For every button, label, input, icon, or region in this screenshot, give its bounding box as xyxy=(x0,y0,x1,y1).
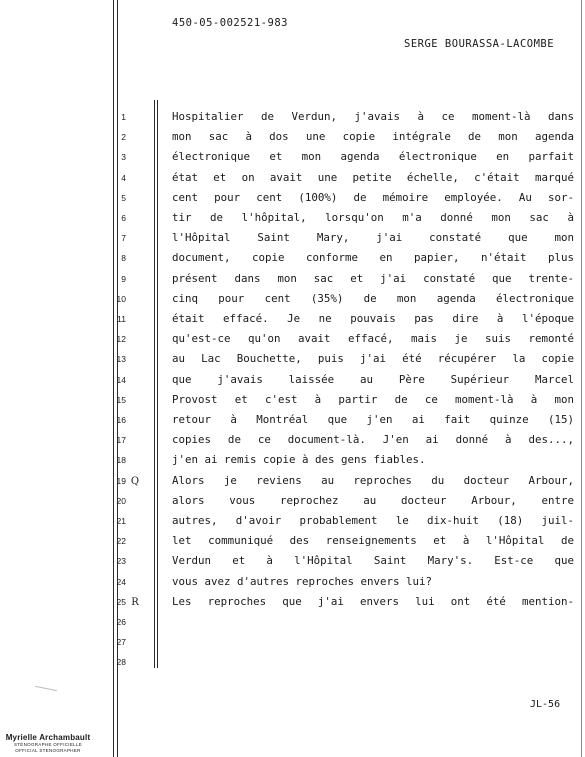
transcript-line: présent dans mon sac et j'ai constaté que trente- xyxy=(172,271,574,285)
transcript-line: vous avez d'autres reproches envers lui? xyxy=(172,574,433,588)
stenographer-name: Myrielle Archambault xyxy=(5,733,91,742)
transcript-line: mon sac à dos une copie intégrale de mon agenda xyxy=(172,130,574,144)
line-number: 8 xyxy=(121,253,126,264)
transcript-line: au Lac Bouchette, puis j'ai été récupérer la copie xyxy=(172,352,574,366)
transcript-line: copies de ce document-là. J'en ai donné à des..., xyxy=(172,433,574,447)
line-number: 2 xyxy=(121,132,126,143)
text-margin-rule-inner xyxy=(157,100,158,668)
line-number: 17 xyxy=(116,435,126,446)
transcript-line: retour à Montréal que j'en ai fait quinze (15) xyxy=(172,413,574,426)
transcript-line: l'Hôpital Saint Mary, j'ai constaté que mon xyxy=(172,231,574,245)
line-number: 9 xyxy=(121,273,126,284)
line-number: 1 xyxy=(121,112,126,122)
line-number: 22 xyxy=(116,536,126,547)
line-number: 18 xyxy=(116,455,126,466)
transcript-line: let communiqué des renseignements et à l'Hôpital de xyxy=(172,534,574,548)
stenographer-title-en: OFFICIAL STENOGRAPHER xyxy=(15,747,81,753)
transcript-line: document, copie conforme en papier, n'était plus xyxy=(172,251,574,265)
right-margin-rule xyxy=(581,0,582,757)
line-number: 4 xyxy=(121,172,126,183)
speaker-marker: R xyxy=(131,596,139,608)
transcript-line: j'en ai remis copie à des gens fiables. xyxy=(172,453,426,467)
line-number: 21 xyxy=(116,516,126,526)
transcript-line: était effacé. Je ne pouvais pas dire à l'époque xyxy=(172,312,574,325)
line-number: 15 xyxy=(116,394,126,405)
line-number: 3 xyxy=(121,152,126,163)
transcript-line: cinq pour cent (35%) de mon agenda électronique xyxy=(172,291,574,305)
transcript-line: Alors je reviens au reproches du docteur Arbour, xyxy=(172,473,574,487)
line-number: 20 xyxy=(116,495,126,506)
text-margin-rule-outer xyxy=(154,100,155,668)
line-number: 16 xyxy=(116,415,126,425)
line-number: 14 xyxy=(116,374,126,385)
line-number: 27 xyxy=(116,637,126,648)
transcript-line: autres, d'avoir probablement le dix-huit (18) juil- xyxy=(172,514,574,527)
transcript-line: Provost et c'est à partir de ce moment-là à mon xyxy=(172,392,574,406)
line-number: 25 xyxy=(116,596,126,607)
page-identifier: JL-56 xyxy=(530,699,561,710)
case-number: 450-05-002521-983 xyxy=(172,17,288,29)
stenographer-stamp xyxy=(2,733,94,753)
speaker-marker: Q xyxy=(130,475,140,487)
transcript-line: électronique et mon agenda électronique en parfait xyxy=(172,150,574,164)
line-number: 23 xyxy=(116,556,126,567)
line-number: 13 xyxy=(116,354,126,365)
stenographer-title-fr: STÉNOGRAPHE OFFICIELLE xyxy=(13,742,83,747)
line-number: 11 xyxy=(117,314,126,324)
line-number: 24 xyxy=(116,576,126,587)
transcript-line: cent pour cent (100%) de mémoire employée. Au sor- xyxy=(172,190,574,204)
line-number: 7 xyxy=(121,233,126,244)
transcript-line: état et on avait une petite échelle, c'était marqué xyxy=(172,170,574,184)
transcript-line: que j'avais laissée au Père Supérieur Marcel xyxy=(172,372,574,386)
transcript-line: Verdun et à l'Hôpital Saint Mary's. Est-ce que xyxy=(172,554,574,568)
witness-name: SERGE BOURASSA-LACOMBE xyxy=(404,38,555,50)
line-number: 26 xyxy=(116,617,126,627)
transcript-line: alors vous reprochez au docteur Arbour, entre xyxy=(172,493,574,507)
line-number: 5 xyxy=(121,192,126,203)
line-number: 19 xyxy=(116,475,126,486)
line-number: 28 xyxy=(116,657,126,668)
line-number: 6 xyxy=(121,213,126,223)
transcript-line: qu'est-ce qu'on avait effacé, mais je suis remonté xyxy=(172,332,574,346)
line-number: 12 xyxy=(116,334,126,345)
line-number: 10 xyxy=(116,293,126,304)
transcript-line: Les reproches que j'ai envers lui ont été mention- xyxy=(172,594,574,608)
scan-mark xyxy=(35,686,57,692)
transcript-line: tir de l'hôpital, lorsqu'on m'a donné mon sac à xyxy=(172,211,574,224)
transcript-line: Hospitalier de Verdun, j'avais à ce moment-là dans xyxy=(172,110,574,123)
